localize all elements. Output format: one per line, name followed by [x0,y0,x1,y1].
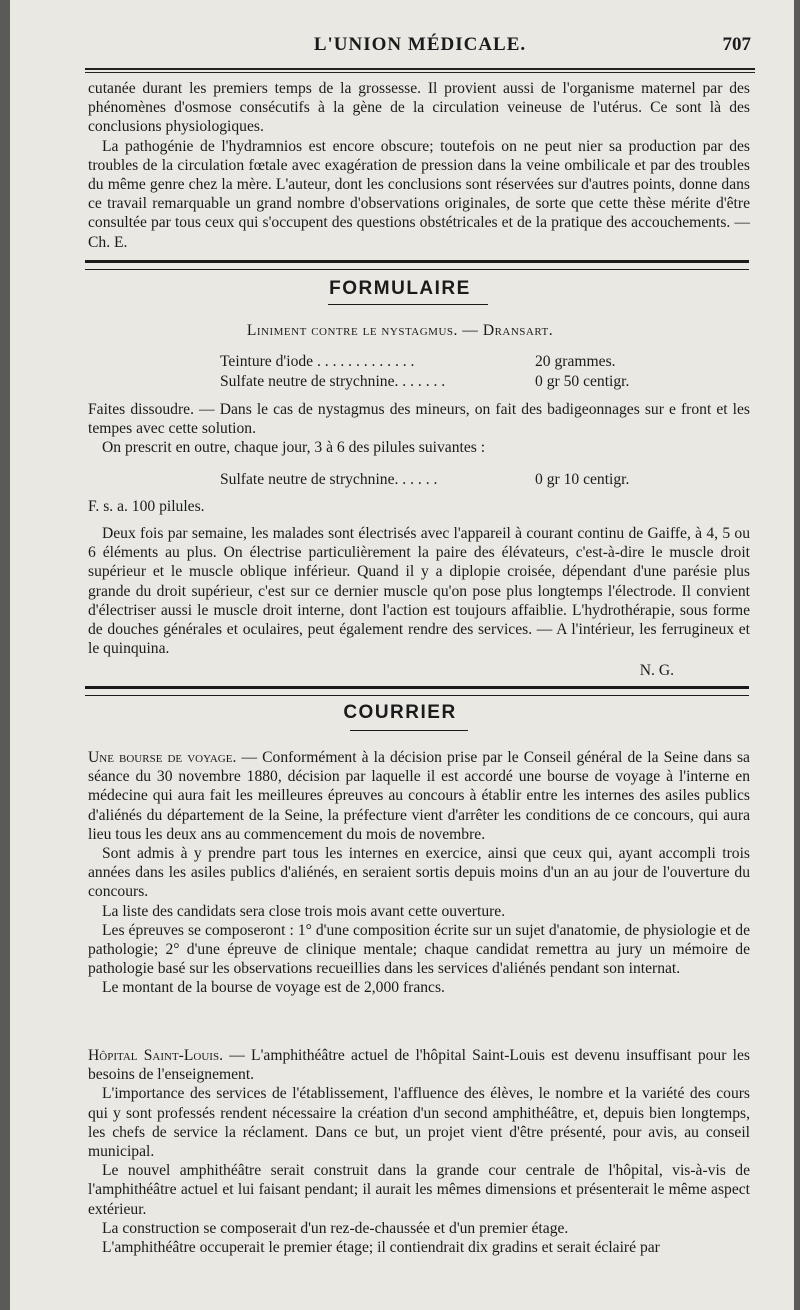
courrier-paragraph-hopital [88,1046,750,1084]
formulaire-paragraph-3: F. s. a. 100 pilules. [88,498,205,515]
formulaire-paragraph-4: Deux fois par semaine, les malades sont électrisés avec l'appareil à courant continu de Gaiffe, à 4, 5 ou 6 éléments au plus. On électrise particulièrement la paire des élévateurs, c'est-à-dire le muscle droit supérieur et le muscle oblique inférieur. Quand il y a diplopie croisée, dépendant d'une parésie plus grande du droit supérieur, c'est sur ce dernier muscle qu'on pose plus longtemps l'électrode. Il convient d'électriser aussi le muscle droit interne, dont l'action est toujours affaiblie. L'hydrothérapie, sous forme de douches générales et oculaires, peut également rendre des services. — A l'intérieur, les ferrugineux et le quinquina. [88,525,750,658]
formulaire-text-2 [88,497,750,516]
running-header [85,34,755,66]
courrier-paragraph-7: L'importance des services de l'établissement, l'affluence des élèves, le nombre et la variété des cours qui y sont professés rendent nécessaire la création d'un second amphithéâtre, et, depuis bien longtemps, les chefs de service la réclament. Dans ce but, un projet vient d'être présenté, pour avis, au conseil municipal. [88,1085,750,1161]
courrier-paragraph-5: Le montant de la bourse de voyage est de 2,000 francs. [102,979,445,997]
courrier-paragraph-3: La liste des candidats sera close trois mois avant cette ouverture. [102,902,506,920]
hopital-text [88,1046,750,1257]
ingredient-name: Sulfate neutre de strychnine. . . . . . . [220,372,446,390]
courrier-paragraph-2: Sont admis à y prendre part tous les internes en exercice, ainsi que ceux qui, ayant accompli trois années dans les asiles publics d'aliénés, en seraient sortis depuis moins d'un an au jour de l'ouverture du concours. [88,845,750,901]
ingredient-quantity: 20 grammes. [535,353,616,370]
ingredient-row [220,352,670,372]
page-number: 707 [722,34,751,55]
header-rule-thin [85,72,755,73]
hopital-text: — L'amphithéâtre actuel de l'hôpital Saint-Louis est devenu insuffisant pour les besoins de l'enseignement. [88,1047,750,1084]
header-rule [85,68,755,70]
formulaire-heading: FORMULAIRE [329,278,471,299]
courrier-paragraph-4: Les épreuves se composeront : 1° d'une composition écrite sur un sujet d'anatomie, de physiologie et de pathologie; 2° d'une épreuve de clinique mentale; chaque candidat remettra au jury un mémoire de pathologie basé sur les observations recueillies dans les services d'aliénés pendant son internat. [88,921,750,978]
courrier-text [88,748,750,998]
journal-title: L'UNION MÉDICALE. [313,34,527,55]
intro-text [88,79,750,252]
pill-ingredient [220,470,670,490]
formulaire-subtitle [0,322,800,340]
ingredient-name: Teinture d'iode . . . . . . . . . . . . . [220,353,415,370]
courrier-heading: COURRIER [343,702,457,723]
formulaire-underline [328,304,488,305]
courrier-paragraph-8: Le nouvel amphithéâtre serait construit dans la grande cour centrale de l'hôpital, vis-à-vis de l'amphithéâtre actuel et lui faisant pendant; il aurait les mêmes dimensions et présenterait le même aspect extérieur. [88,1162,750,1218]
recipe-title: Liniment contre le nystagmus. — [246,322,483,339]
hopital-lead: Hôpital Saint-Louis. [88,1047,223,1064]
courrier-paragraph-10: L'amphithéâtre occuperait le premier étage; il contiendrait dix gradins et serait éclairé par [102,1239,660,1257]
intro-paragraph-2: La pathogénie de l'hydramnios est encore obscure; toutefois on ne peut nier sa production par des troubles de la circulation fœtale avec exagération de pression dans la veine ombilicale et par des troubles du même genre chez la mère. L'auteur, dont les conclusions sont réservées sur d'autres points, donne dans ce travail remarquable un grand nombre d'observations originales, de sorte que cette thèse mérite d'être consultée par tous ceux qui s'occupent des questions obstétricales et de la pratique des accouchements. — Ch. E. [88,137,750,251]
ingredient-quantity: 0 gr 50 centigr. [535,372,630,390]
ingredient-name: Sulfate neutre de strychnine. . . . . . [220,471,438,488]
ingredient-list [220,352,670,391]
section-rule-courrier [85,686,749,696]
section-rule-formulaire [85,260,749,270]
courrier-paragraph-9: La construction se composerait d'un rez-de-chaussée et d'un premier étage. [102,1219,569,1237]
ingredient-row [220,372,670,392]
formulaire-signature: N. G. [639,662,674,679]
courrier-paragraph-bourse [88,748,750,844]
journal-page [10,0,794,1310]
formulaire-text-3 [88,524,750,658]
ingredient-row [220,470,670,490]
formulaire-paragraph-1: Faites dissoudre. — Dans le cas de nystagmus des mineurs, on fait des badigeonnages sur e front et les tempes avec cette solution. [88,401,750,438]
courrier-underline [350,730,468,731]
bourse-lead: Une bourse de voyage. [88,749,237,766]
recipe-author: Dransart. [482,322,554,339]
intro-paragraph-1: cutanée durant les premiers temps de la grossesse. Il provient aussi de l'organisme maternel par des phénomènes d'osmose consécutifs à la gène de la circulation veineuse de l'utérus. Ce sont là des conclusions physiologiques. [88,80,750,136]
formulaire-paragraph-2: On prescrit en outre, chaque jour, 3 à 6 des pilules suivantes : [102,439,486,457]
ingredient-quantity: 0 gr 10 centigr. [535,471,630,488]
bourse-text: — Conformément à la décision prise par le Conseil général de la Seine dans sa séance du 30 novembre 1880, décision par laquelle il est accordé une bourse de voyage à l'interne en médecine qui aura fait les meilleures épreuves au concours à établir entre les internes des asiles publics d'aliénés du département de la Seine, la préfecture vient d'arrêter les conditions de ce concours, qui aura lieu tous les deux ans au commencement du mois de novembre. [88,749,750,843]
formulaire-text-1 [88,400,750,458]
